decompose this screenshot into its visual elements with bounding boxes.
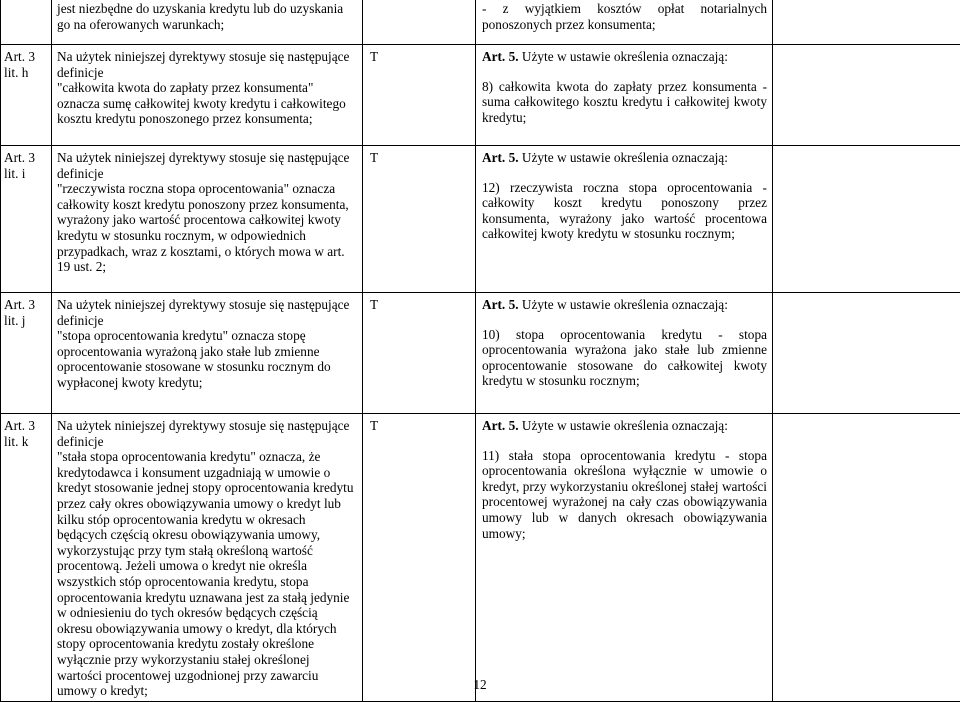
note-cell: [773, 414, 960, 702]
table-row: [1, 414, 960, 702]
law-intro: Użyte w ustawie określenia oznaczają:: [522, 418, 728, 433]
type-cell: [363, 45, 476, 146]
directive-definition: "stopa oprocentowania kredytu" oznacza stopę oprocentowania wyrażoną jako stałe lub zmienne oprocentowanie stosowane w stosunku rocznym do wypłaconej kwoty kredytu;: [57, 328, 356, 390]
type-cell: [363, 0, 476, 45]
article-ref-cell: [1, 414, 52, 702]
directive-text-cell: [52, 414, 363, 702]
law-article: Art. 5.: [482, 297, 519, 312]
article-ref-cell: [1, 0, 52, 45]
law-intro: Użyte w ustawie określenia oznaczają:: [522, 49, 728, 64]
law-article: Art. 5.: [482, 150, 519, 165]
spacer: [482, 434, 767, 448]
law-article: Art. 5.: [482, 49, 519, 64]
implementation-type: T: [370, 297, 378, 312]
spacer: [482, 313, 767, 327]
directive-intro: Na użytek niniejszej dyrektywy stosuje się następujące definicje: [57, 297, 356, 328]
law-article: Art. 5.: [482, 418, 519, 433]
article-ref: Art. 3 lit. h: [4, 49, 35, 80]
directive-text-cell: [52, 146, 363, 293]
law-text-cell: [476, 0, 773, 45]
article-ref-cell: [1, 146, 52, 293]
law-text-cell: [476, 146, 773, 293]
law-header: [482, 150, 767, 166]
table-row: [1, 0, 960, 45]
article-ref: Art. 3 lit. i: [4, 150, 35, 181]
directive-text-cell: [52, 45, 363, 146]
directive-text-cell: [52, 0, 363, 45]
law-text-cell: [476, 414, 773, 702]
article-ref-cell: [1, 293, 52, 414]
directive-definition: "całkowita kwota do zapłaty przez konsumenta" oznacza sumę całkowitej kwoty kredytu i całkowitego kosztu kredytu ponoszonego przez konsumenta;: [57, 80, 356, 127]
note-cell: [773, 0, 960, 45]
law-definition: 11) stała stopa oprocentowania kredytu - stopa oprocentowania określona wyłącznie w umowie o kredyt, przy wykorzystaniu określonej stałej wartości procentowej wyrażonej na cały czas obowiązywania umowy lub w danych okresach obowiązywania umowy;: [482, 448, 767, 542]
law-definition: 10) stopa oprocentowania kredytu - stopa oprocentowania wyrażona jako stałe lub zmienne oprocentowanie stosowane do całkowitej kwoty kredytu w stosunku rocznym;: [482, 327, 767, 389]
table-row: [1, 146, 960, 293]
note-cell: [773, 146, 960, 293]
law-definition: 8) całkowita kwota do zapłaty przez konsumenta - suma całkowitego kosztu kredytu i całkowitej kwoty kredytu;: [482, 79, 767, 126]
directive-intro: Na użytek niniejszej dyrektywy stosuje się następujące definicje: [57, 150, 356, 181]
directive-intro: Na użytek niniejszej dyrektywy stosuje się następujące definicje: [57, 49, 356, 80]
directive-definition: jest niezbędne do uzyskania kredytu lub do uzyskania go na oferowanych warunkach;: [57, 1, 356, 32]
law-text-cell: [476, 45, 773, 146]
law-header: [482, 49, 767, 65]
type-cell: [363, 146, 476, 293]
law-intro: Użyte w ustawie określenia oznaczają:: [522, 150, 728, 165]
law-header: [482, 418, 767, 434]
law-header: [482, 297, 767, 313]
type-cell: [363, 293, 476, 414]
implementation-type: T: [370, 49, 378, 64]
table-row: [1, 45, 960, 146]
directive-definition: "stała stopa oprocentowania kredytu" oznacza, że kredytodawca i konsument uzgadniają w umowie o kredyt stosowanie jednej stopy oprocentowania kredytu przez cały okres obowiązywania umowy o kredyt lub kilku stóp oprocentowania kredytu w okresach będących częścią okresu obowiązywania umowy, wykorzystując przy tym stałą określoną wartość procentową. Jeżeli umowa o kredyt nie określa wszystkich stóp oprocentowania kredytu, stopa oprocentowania kredytu uznawana jest za stałą jedynie w odniesieniu do tych okresów będących częścią okresu obowiązywania umowy o kredyt, dla których stopy oprocentowania kredytu zostały określone wyłącznie przy wykorzystaniu stałej określonej wartości procentowej uzgodnionej przy zawarciu umowy o kredyt;: [57, 449, 356, 699]
implementation-type: T: [370, 418, 378, 433]
directive-intro: Na użytek niniejszej dyrektywy stosuje się następujące definicje: [57, 418, 356, 449]
implementation-type: T: [370, 150, 378, 165]
note-cell: [773, 45, 960, 146]
note-cell: [773, 293, 960, 414]
law-intro: Użyte w ustawie określenia oznaczają:: [522, 297, 728, 312]
law-definition: 12) rzeczywista roczna stopa oprocentowania - całkowity koszt kredytu ponoszony przez konsumenta, wyrażony jako wartość procentowa całkowitej kwoty kredytu w stosunku rocznym;: [482, 180, 767, 242]
article-ref-cell: [1, 45, 52, 146]
directive-definition: "rzeczywista roczna stopa oprocentowania" oznacza całkowity koszt kredytu ponoszony przez konsumenta, wyrażony jako wartość procentowa całkowitej kwoty kredytu w stosunku rocznym, w odpowiednich przypadkach, wraz z kosztami, o których mowa w art. 19 ust. 2;: [57, 181, 356, 275]
article-ref: Art. 3 lit. k: [4, 418, 35, 449]
spacer: [482, 65, 767, 79]
table-row: [1, 293, 960, 414]
spacer: [482, 166, 767, 180]
type-cell: [363, 414, 476, 702]
directive-text-cell: [52, 293, 363, 414]
article-ref: Art. 3 lit. j: [4, 297, 35, 328]
page-number: 12: [0, 677, 960, 693]
law-definition: - z wyjątkiem kosztów opłat notarialnych ponoszonych przez konsumenta;: [482, 1, 767, 32]
law-text-cell: [476, 293, 773, 414]
